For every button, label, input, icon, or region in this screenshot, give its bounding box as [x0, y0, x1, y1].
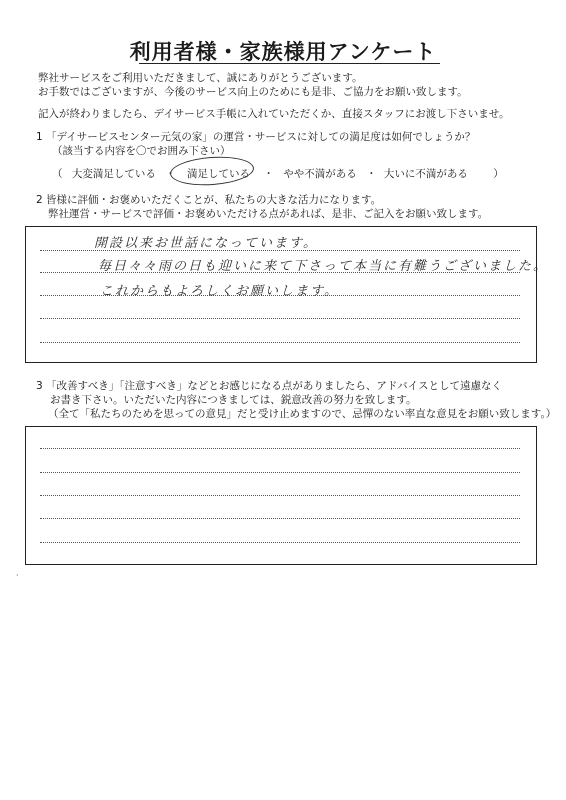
answer-line: [40, 495, 520, 496]
answer-line: [40, 542, 520, 543]
question-3-note: （全て「私たちのためを思っての意見」だと受け止めますので、忌憚のない率直な意見をお願い致します。）: [48, 408, 557, 420]
option-separator: ・: [165, 168, 176, 180]
page-title: 利用者様・家族様用アンケート: [129, 40, 437, 64]
option-separator: ・: [263, 168, 274, 180]
intro-line-3: 記入が終わりましたら、デイサービス手帳に入れていただくか、直接スタッフにお渡し下さいませ。: [38, 108, 510, 120]
handwritten-answer-line-2: 毎日々々雨の日も迎いに来て下さって本当に有難うございました。: [98, 259, 549, 274]
question-2-instruction: 弊社運営・サービスで評価・お褒めいただける点があれば、是非、ご記入をお願い致します。: [48, 208, 489, 220]
scan-speck: ·: [16, 571, 19, 580]
question-1-instruction: （該当する内容を〇でお囲み下さい）: [52, 145, 231, 157]
answer-line: [40, 318, 520, 319]
handwritten-answer-line-3: これからもよろしくお願いします。: [100, 284, 339, 299]
question-2-text: 2 皆様に評価・お褒めいただくことが、私たちの大きな活力になります。: [36, 194, 382, 206]
option-satisfied[interactable]: 満足している: [187, 168, 251, 180]
handwritten-answer-line-1: 開設以来お世話になっています。: [94, 236, 318, 251]
question-1-text: 1 「デイサービスセンター元気の家」の運営・サービスに対しての満足度は如何でしょうか？: [36, 131, 476, 143]
question-3-instruction: お書き下さい。いただいた内容につきましては、鋭意改善の努力を致します。: [50, 394, 417, 406]
answer-line: [40, 448, 520, 449]
answer-line: [40, 342, 520, 343]
question-3-text: 3 「改善すべき」「注意すべき」などとお感じになる点がありましたら、アドバイスとして遠慮なく: [36, 380, 503, 392]
satisfaction-options: [52, 166, 504, 181]
answer-line: [40, 472, 520, 473]
option-very-satisfied[interactable]: 大変満足している: [71, 168, 156, 180]
selected-option-circle: [169, 154, 255, 188]
close-paren: ）: [493, 168, 504, 180]
answer-line: [40, 518, 520, 519]
title-underline: [139, 63, 440, 64]
intro-line-2: お手数ではございますが、今後のサービス向上のためにも是非、ご協力をお願い致します。: [38, 86, 468, 98]
option-somewhat-dissatisfied[interactable]: やや不満がある: [283, 168, 357, 180]
option-separator: ・: [366, 168, 377, 180]
intro-line-1: 弊社サービスをご利用いただきまして、誠にありがとうございます。: [38, 72, 363, 84]
option-very-dissatisfied[interactable]: 大いに不満がある: [383, 168, 468, 180]
open-paren: （: [52, 168, 63, 180]
